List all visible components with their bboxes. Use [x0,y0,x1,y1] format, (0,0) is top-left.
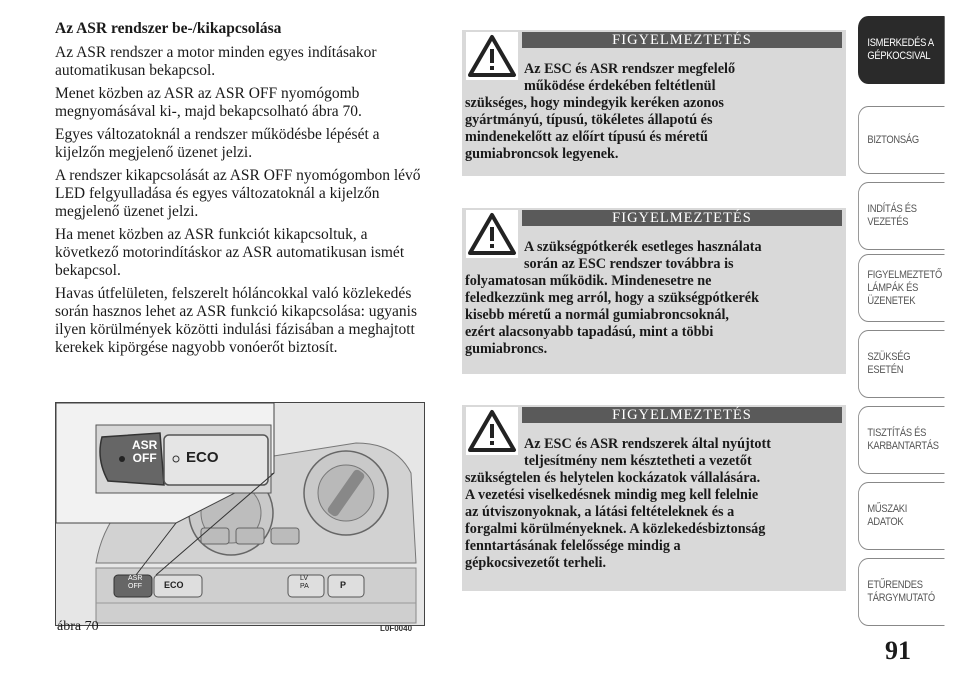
figure-code: L0F0040 [380,624,413,633]
zoom-eco-label: ECO [186,449,219,466]
warning-box-2 [462,208,846,374]
warning-line: ezért alacsonyabb tapadású, mint a többi [465,324,714,340]
tab-label: TISZTÍTÁS ÉS [867,427,927,439]
tab-inditas[interactable] [858,182,945,250]
warning-line: gumiabroncs. [465,341,548,357]
tab-label: VEZETÉS [867,216,909,228]
warning-header: FIGYELMEZTETÉS [522,210,842,226]
warning-line: teljesítmény nem késztetheti a vezetőt [524,453,752,469]
tab-label: TÁRGYMUTATÓ [867,592,935,604]
figure-caption: ábra 70 [57,619,99,634]
warning-line: során az ESC rendszer továbbra is [524,256,734,272]
tab-szukseg[interactable] [858,330,945,398]
tab-label: BIZTONSÁG [867,133,919,146]
dashboard-illustration [55,402,425,626]
warning-box-1 [462,30,846,176]
warning-line: szükségtelen és helytelen kockázatok vállalására. [465,470,761,486]
warning-line: mindenekelőtt az előírt típusú és méretű [465,129,708,145]
tab-label: ETŰRENDES [867,579,923,591]
page-number: 91 [885,636,911,665]
asr-text-small: ASR [128,575,143,582]
section-heading: Az ASR rendszer be-/kikapcsolása [55,20,282,37]
tab-tisztitas[interactable] [858,406,945,474]
warning-line: A vezetési viselkedésnek mindig meg kell felelnie [465,487,759,503]
warning-text [465,436,843,572]
warning-line: Az ESC és ASR rendszer megfelelő [524,61,736,77]
warning-line: kisebb méretű a normál gumiabroncsoknál, [465,307,729,323]
tab-biztonsag[interactable] [858,106,945,174]
small-asr-label [128,575,142,591]
tab-label: GÉPKOCSIVAL [867,50,931,62]
tab-muszaki[interactable] [858,482,945,550]
tab-ismerkedes[interactable] [858,16,945,84]
paragraph: Havas útfelületen, felszerelt hóláncokkal való közlekedés során hasznos lehet az ASR funkció kikapcsolása: ugyanis ilyen körülmények közötti indulási fázisában a meghajtott kerekek kipörgése nagyobb vonóerőt biztosít. [55,285,418,356]
tab-label: SZÜKSÉG ESETÉN [867,351,911,376]
paragraph: Menet közben az ASR az ASR OFF nyomógomb megnyomásával ki-, majd bekapcsolható ábra 70. [55,85,362,120]
tab-label: MŰSZAKI ADATOK [867,503,908,528]
tab-label: INDÍTÁS ÉS [867,203,917,215]
warning-line: működése érdekében feltétlenül [524,78,716,94]
warning-line: gyártmányú, típusú, tökéletes állapotú és [465,112,713,128]
warning-line: Az ESC és ASR rendszerek által nyújtott [524,436,771,452]
warning-text [465,239,843,358]
warning-line: gumiabroncsok legyenek. [465,146,619,162]
tab-label: ÜZENETEK [867,294,916,307]
warning-line: feledkezzünk meg arról, hogy a szükségpótkerék [465,290,759,306]
warning-line: gépkocsivezetőt terheli. [465,555,607,571]
pa-text: PA [300,583,309,590]
warning-header: FIGYELMEZTETÉS [522,407,842,423]
off-text-small: OFF [128,583,142,590]
warning-text [465,61,843,163]
tab-label: LÁMPÁK ÉS [867,281,919,294]
warning-line: A szükségpótkerék esetleges használata [524,239,762,255]
zoom-asr-label [132,439,157,465]
main-text-column [55,20,427,362]
asr-text: ASR [132,438,158,452]
paragraph: Ha menet közben az ASR funkciót kikapcsoltuk, a következő motorindításkor az ASR automatikusan ismét bekapcsol. [55,226,405,279]
off-text: OFF [132,451,157,465]
small-lv-pa-label [300,575,309,591]
lv-text: LV [300,575,309,582]
warning-box-3 [462,405,846,591]
tab-figyelmezteto[interactable] [858,254,945,322]
climate-panel-drawing [56,403,424,625]
warning-line: az útviszonyoknak, a látási feltételeknek és a [465,504,735,520]
tab-label: FIGYELMEZTETŐ [867,268,942,281]
small-eco-label: ECO [164,580,184,590]
tab-targymutato[interactable] [858,558,945,626]
warning-line: szükséges, hogy mindegyik keréken azonos [465,95,724,111]
small-p-label: P [340,580,347,590]
tab-label: KARBANTARTÁS [867,440,939,452]
paragraph: Az ASR rendszer a motor minden egyes indításakor automatikusan bekapcsol. [55,44,377,79]
warning-line: forgalmi körülményeknek. A közlekedésbiztonság [465,521,766,537]
tab-label: ISMERKEDÉS A [867,37,934,49]
paragraph: A rendszer kikapcsolását az ASR OFF nyomógombon lévő LED felgyulladása és egyes változatoknál a kijelzőn megjelenő üzenet jelzi. [55,167,421,220]
paragraph: Egyes változatoknál a rendszer működésbe lépését a kijelzőn megjelenő üzenet jelzi. [55,126,380,161]
warning-line: fenntartásának felelőssége mindig a [465,538,681,554]
warning-header: FIGYELMEZTETÉS [522,32,842,48]
warning-line: folyamatosan működik. Mindenesetre ne [465,273,712,289]
